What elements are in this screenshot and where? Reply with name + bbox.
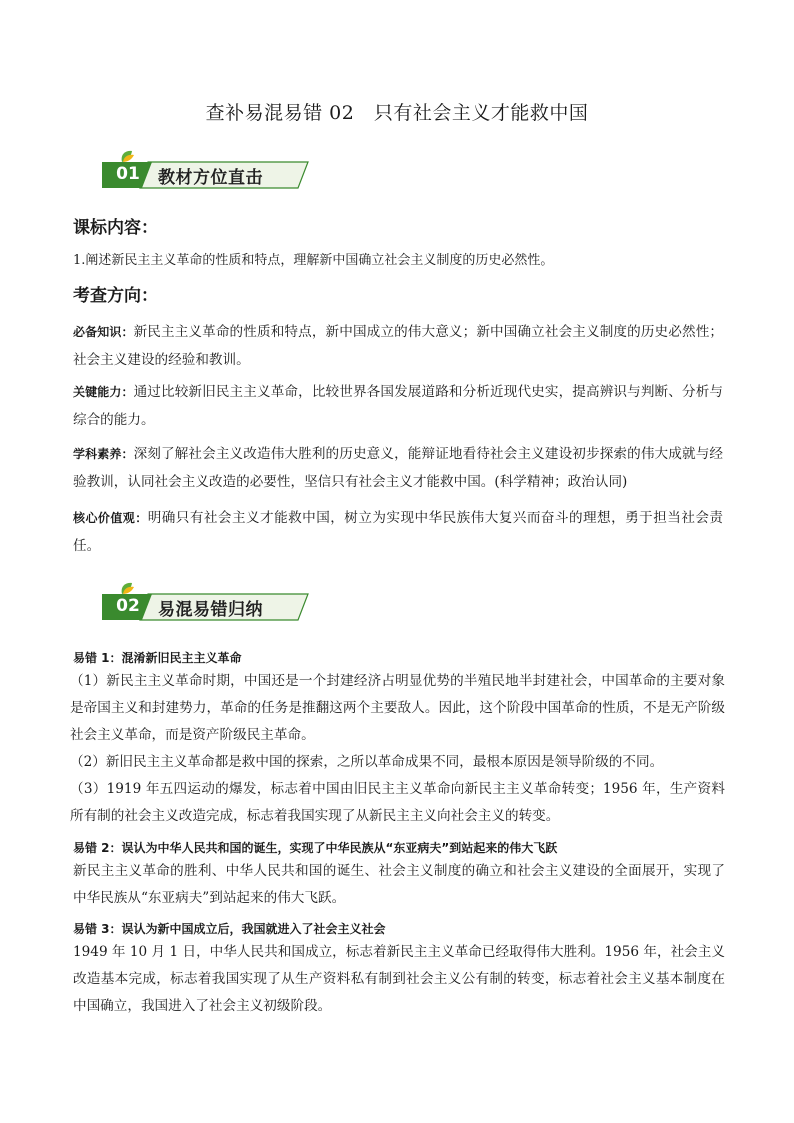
item-text: 明确只有社会主义才能救中国，树立为实现中华民族伟大复兴而奋斗的理想，勇于担当社会责任。	[73, 510, 723, 554]
item-label: 必备知识：	[73, 325, 134, 339]
error-1-para-1: （1）新民主主义革命时期，中国还是一个封建经济占明显优势的半殖民地半封建社会，中国革命的主要对象是帝国主义和封建势力，革命的任务是推翻这两个主要敌人。因此，这个阶段中国革命的性质，不是无产阶级社会主义革命，而是资产阶级民主革命。	[70, 673, 725, 743]
item-label: 学科素养：	[73, 447, 134, 461]
exam-item-ability	[73, 378, 723, 434]
exam-item-literacy	[73, 440, 723, 496]
error-1-para-2: （2）新旧民主主义革命都是救中国的探索，之所以革命成果不同，最根本原因是领导阶级的不同。	[70, 754, 664, 770]
banner-label: 教材方位直击	[158, 168, 263, 188]
item-text: 新民主主义革命的性质和特点，新中国成立的伟大意义；新中国确立社会主义制度的历史必然性；社会主义建设的经验和教训。	[73, 324, 723, 368]
curriculum-text: 1.阐述新民主主义革命的性质和特点，理解新中国确立社会主义制度的历史必然性。	[73, 253, 554, 268]
error-2-para-1: 新民主主义革命的胜利、中华人民共和国的诞生、社会主义制度的确立和社会主义建设的全面展开，实现了中华民族从“东亚病夫”到站起来的伟大飞跃。	[73, 863, 725, 906]
item-label: 核心价值观：	[73, 511, 148, 525]
section-banner-01	[100, 150, 310, 192]
item-text: 深刻了解社会主义改造伟大胜利的历史意义，能辩证地看待社会主义建设初步探索的伟大成就与经验教训，认同社会主义改造的必要性，坚信只有社会主义才能救中国。(科学精神；政治认同)	[73, 446, 723, 490]
exam-heading: 考查方向：	[73, 286, 158, 306]
page-title: 查补易混易错 02 只有社会主义才能救中国	[205, 102, 589, 124]
banner-number: 02	[116, 596, 140, 616]
exam-item-values	[73, 504, 723, 560]
error-3-para-1: 1949 年 10 月 1 日，中华人民共和国成立，标志着新民主主义革命已经取得伟大胜利。1956 年，社会主义改造基本完成，标志着我国实现了从生产资料私有制到社会主义公有制的转变，标志着社会主义基本制度在中国确立，我国进入了社会主义初级阶段。	[73, 944, 725, 1014]
error-1-para-3: （3）1919 年五四运动的爆发，标志着中国由旧民主主义革命向新民主主义革命转变；1956 年，生产资料所有制的社会主义改造完成，标志着我国实现了从新民主主义向社会主义的转变。	[70, 781, 725, 824]
exam-item-knowledge	[73, 318, 723, 374]
item-text: 通过比较新旧民主主义革命，比较世界各国发展道路和分析近现代史实，提高辨识与判断、分析与综合的能力。	[73, 384, 723, 428]
curriculum-heading: 课标内容：	[73, 218, 158, 238]
error-2-title: 易错 2：误认为中华人民共和国的诞生，实现了中华民族从“东亚病夫”到站起来的伟大飞跃	[73, 841, 558, 855]
banner-label: 易混易错归纳	[158, 600, 263, 620]
error-3-title: 易错 3：误认为新中国成立后，我国就进入了社会主义社会	[73, 922, 386, 936]
item-label: 关键能力：	[73, 385, 134, 399]
error-1-title: 易错 1：混淆新旧民主主义革命	[73, 651, 242, 665]
leaf-icon	[122, 151, 134, 162]
banner-number: 01	[116, 164, 140, 184]
leaf-icon	[122, 583, 134, 594]
section-banner-02	[100, 582, 310, 624]
